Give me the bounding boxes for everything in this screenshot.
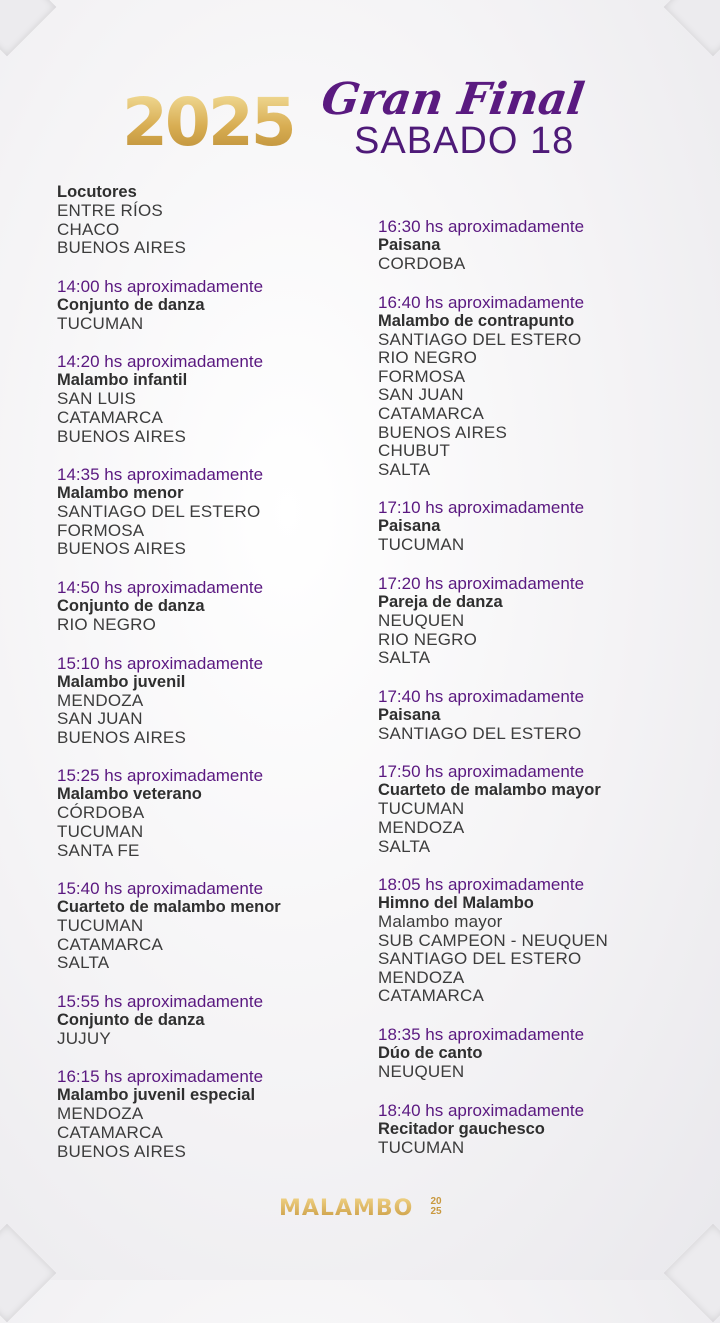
schedule-time: 17:10 hs aproximadamente [378, 498, 585, 518]
corner-decoration-bottom-left [0, 1224, 56, 1323]
schedule-time: 18:05 hs aproximadamente [378, 875, 585, 895]
schedule-item: MENDOZA [378, 817, 465, 837]
schedule-item: CHUBUT [378, 441, 451, 461]
schedule-item: SUB CAMPEON - NEUQUEN [378, 930, 608, 950]
schedule-time: 15:25 hs aproximadamente [57, 766, 264, 786]
corner-decoration-top-right [664, 0, 720, 56]
schedule-block [378, 1025, 708, 1082]
schedule-title: Malambo infantil [57, 371, 188, 390]
schedule-column-right [378, 217, 708, 1176]
schedule-item: SANTIAGO DEL ESTERO [378, 329, 582, 349]
schedule-block [378, 687, 708, 744]
schedule-item: SAN LUIS [57, 389, 137, 409]
schedule-item: SANTA FE [57, 840, 140, 860]
schedule-item: CÓRDOBA [57, 803, 145, 823]
schedule-title: Malambo juvenil [57, 672, 186, 691]
schedule-time: 16:15 hs aproximadamente [57, 1067, 264, 1087]
schedule-block [378, 1101, 708, 1158]
schedule-item: TUCUMAN [57, 313, 144, 333]
schedule-item: CATAMARCA [378, 403, 485, 423]
schedule-item: RIO NEGRO [57, 614, 157, 634]
schedule-item: CATAMARCA [57, 407, 164, 427]
corner-decoration-bottom-right [664, 1224, 720, 1323]
schedule-title: Himno del Malambo [378, 894, 534, 913]
schedule-title: Locutores [57, 183, 137, 201]
schedule-block [57, 1067, 387, 1161]
schedule-item: CATAMARCA [57, 1123, 164, 1143]
schedule-item: TUCUMAN [378, 535, 465, 555]
schedule-item: CATAMARCA [378, 986, 485, 1006]
schedule-item: CATAMARCA [57, 934, 164, 954]
schedule-item: NEUQUEN [378, 610, 465, 630]
schedule-title: Cuarteto de malambo mayor [378, 781, 601, 800]
schedule-item: BUENOS AIRES [57, 426, 186, 446]
schedule-title: Conjunto de danza [57, 596, 205, 615]
schedule-time: 17:50 hs aproximadamente [378, 762, 585, 782]
schedule-block [57, 879, 387, 973]
schedule-block [57, 352, 387, 446]
schedule-item: SANTIAGO DEL ESTERO [378, 949, 582, 969]
schedule-item: BUENOS AIRES [57, 238, 186, 258]
schedule-title: Pareja de danza [378, 592, 503, 611]
schedule-item: NEUQUEN [378, 1062, 465, 1082]
schedule-title: Malambo de contrapunto [378, 311, 575, 330]
schedule-block [378, 293, 708, 480]
schedule-item: FORMOSA [57, 520, 145, 540]
schedule-item: SALTA [378, 459, 431, 479]
schedule-column-left [57, 183, 387, 1180]
schedule-block [57, 992, 387, 1049]
schedule-item: JUJUY [57, 1028, 111, 1048]
schedule-item: SAN JUAN [378, 385, 464, 405]
schedule-block [378, 498, 708, 555]
schedule-item: BUENOS AIRES [378, 422, 507, 442]
schedule-item: FORMOSA [378, 366, 466, 386]
header-year: 2025 [122, 84, 294, 161]
header-title: Gran Final [318, 74, 588, 125]
schedule-item: TUCUMAN [378, 1137, 465, 1157]
schedule-block [378, 762, 708, 856]
schedule-block [378, 875, 708, 1006]
schedule-time: 14:00 hs aproximadamente [57, 276, 264, 296]
brand-logo: MALAMBO [279, 1196, 414, 1221]
schedule-time: 16:40 hs aproximadamente [378, 292, 585, 312]
brand-year-top: 20 [430, 1196, 442, 1207]
schedule-item: RIO NEGRO [378, 629, 478, 649]
schedule-item: TUCUMAN [57, 916, 144, 936]
schedule-title: Dúo de canto [378, 1044, 483, 1063]
schedule-time: 15:40 hs aproximadamente [57, 879, 264, 899]
schedule-time: 17:20 hs aproximadamente [378, 573, 585, 593]
schedule-time: 15:55 hs aproximadamente [57, 991, 264, 1011]
schedule-item: Malambo mayor [378, 912, 503, 932]
schedule-item: ENTRE RÍOS [57, 201, 163, 220]
schedule-item: SALTA [378, 836, 431, 856]
schedule-time: 14:20 hs aproximadamente [57, 352, 264, 372]
schedule-item: SALTA [57, 953, 110, 973]
schedule-item: MENDOZA [378, 967, 465, 987]
schedule-block [378, 574, 708, 668]
schedule-item: SALTA [378, 648, 431, 668]
schedule-title: Conjunto de danza [57, 1010, 205, 1029]
schedule-time: 17:40 hs aproximadamente [378, 686, 585, 706]
schedule-title: Malambo juvenil especial [57, 1086, 256, 1105]
page-header [0, 70, 720, 170]
schedule-item: BUENOS AIRES [57, 1141, 186, 1161]
schedule-title: Paisana [378, 236, 441, 254]
brand-year [428, 1197, 444, 1217]
footer [0, 1196, 720, 1226]
schedule-time: 18:40 hs aproximadamente [378, 1100, 585, 1120]
schedule-item: SANTIAGO DEL ESTERO [378, 723, 582, 743]
schedule-item: CHACO [57, 219, 120, 239]
schedule-title: Conjunto de danza [57, 295, 205, 314]
schedule-time: 18:35 hs aproximadamente [378, 1025, 585, 1045]
schedule-time: 16:30 hs aproximadamente [378, 217, 585, 236]
schedule-title: Malambo menor [57, 484, 184, 503]
schedule-time: 14:35 hs aproximadamente [57, 465, 264, 485]
schedule-item: BUENOS AIRES [57, 539, 186, 559]
schedule-item: RIO NEGRO [378, 348, 478, 368]
brand-year-bottom: 25 [430, 1206, 442, 1217]
schedule-item: MENDOZA [57, 1104, 144, 1124]
header-subtitle: SABADO 18 [354, 120, 575, 162]
schedule-item: TUCUMAN [57, 821, 144, 841]
schedule-item: SAN JUAN [57, 709, 143, 729]
schedule-item: TUCUMAN [378, 799, 465, 819]
schedule-title: Malambo veterano [57, 785, 202, 804]
schedule-item: MENDOZA [57, 690, 144, 710]
schedule-block [57, 766, 387, 860]
schedule-block [57, 183, 387, 258]
schedule-title: Paisana [378, 705, 441, 724]
corner-decoration-top-left [0, 0, 56, 56]
schedule-time: 14:50 hs aproximadamente [57, 577, 264, 597]
schedule-title: Paisana [378, 517, 441, 536]
schedule-title: Cuarteto de malambo menor [57, 898, 281, 917]
schedule-block [57, 654, 387, 748]
schedule-title: Recitador gauchesco [378, 1119, 545, 1138]
schedule-block [378, 217, 708, 274]
schedule-block [57, 277, 387, 334]
schedule-item: CORDOBA [378, 254, 466, 273]
schedule-block [57, 578, 387, 635]
schedule-time: 15:10 hs aproximadamente [57, 653, 264, 673]
schedule-item: SANTIAGO DEL ESTERO [57, 502, 261, 522]
schedule-item: BUENOS AIRES [57, 727, 186, 747]
schedule-block [57, 465, 387, 559]
